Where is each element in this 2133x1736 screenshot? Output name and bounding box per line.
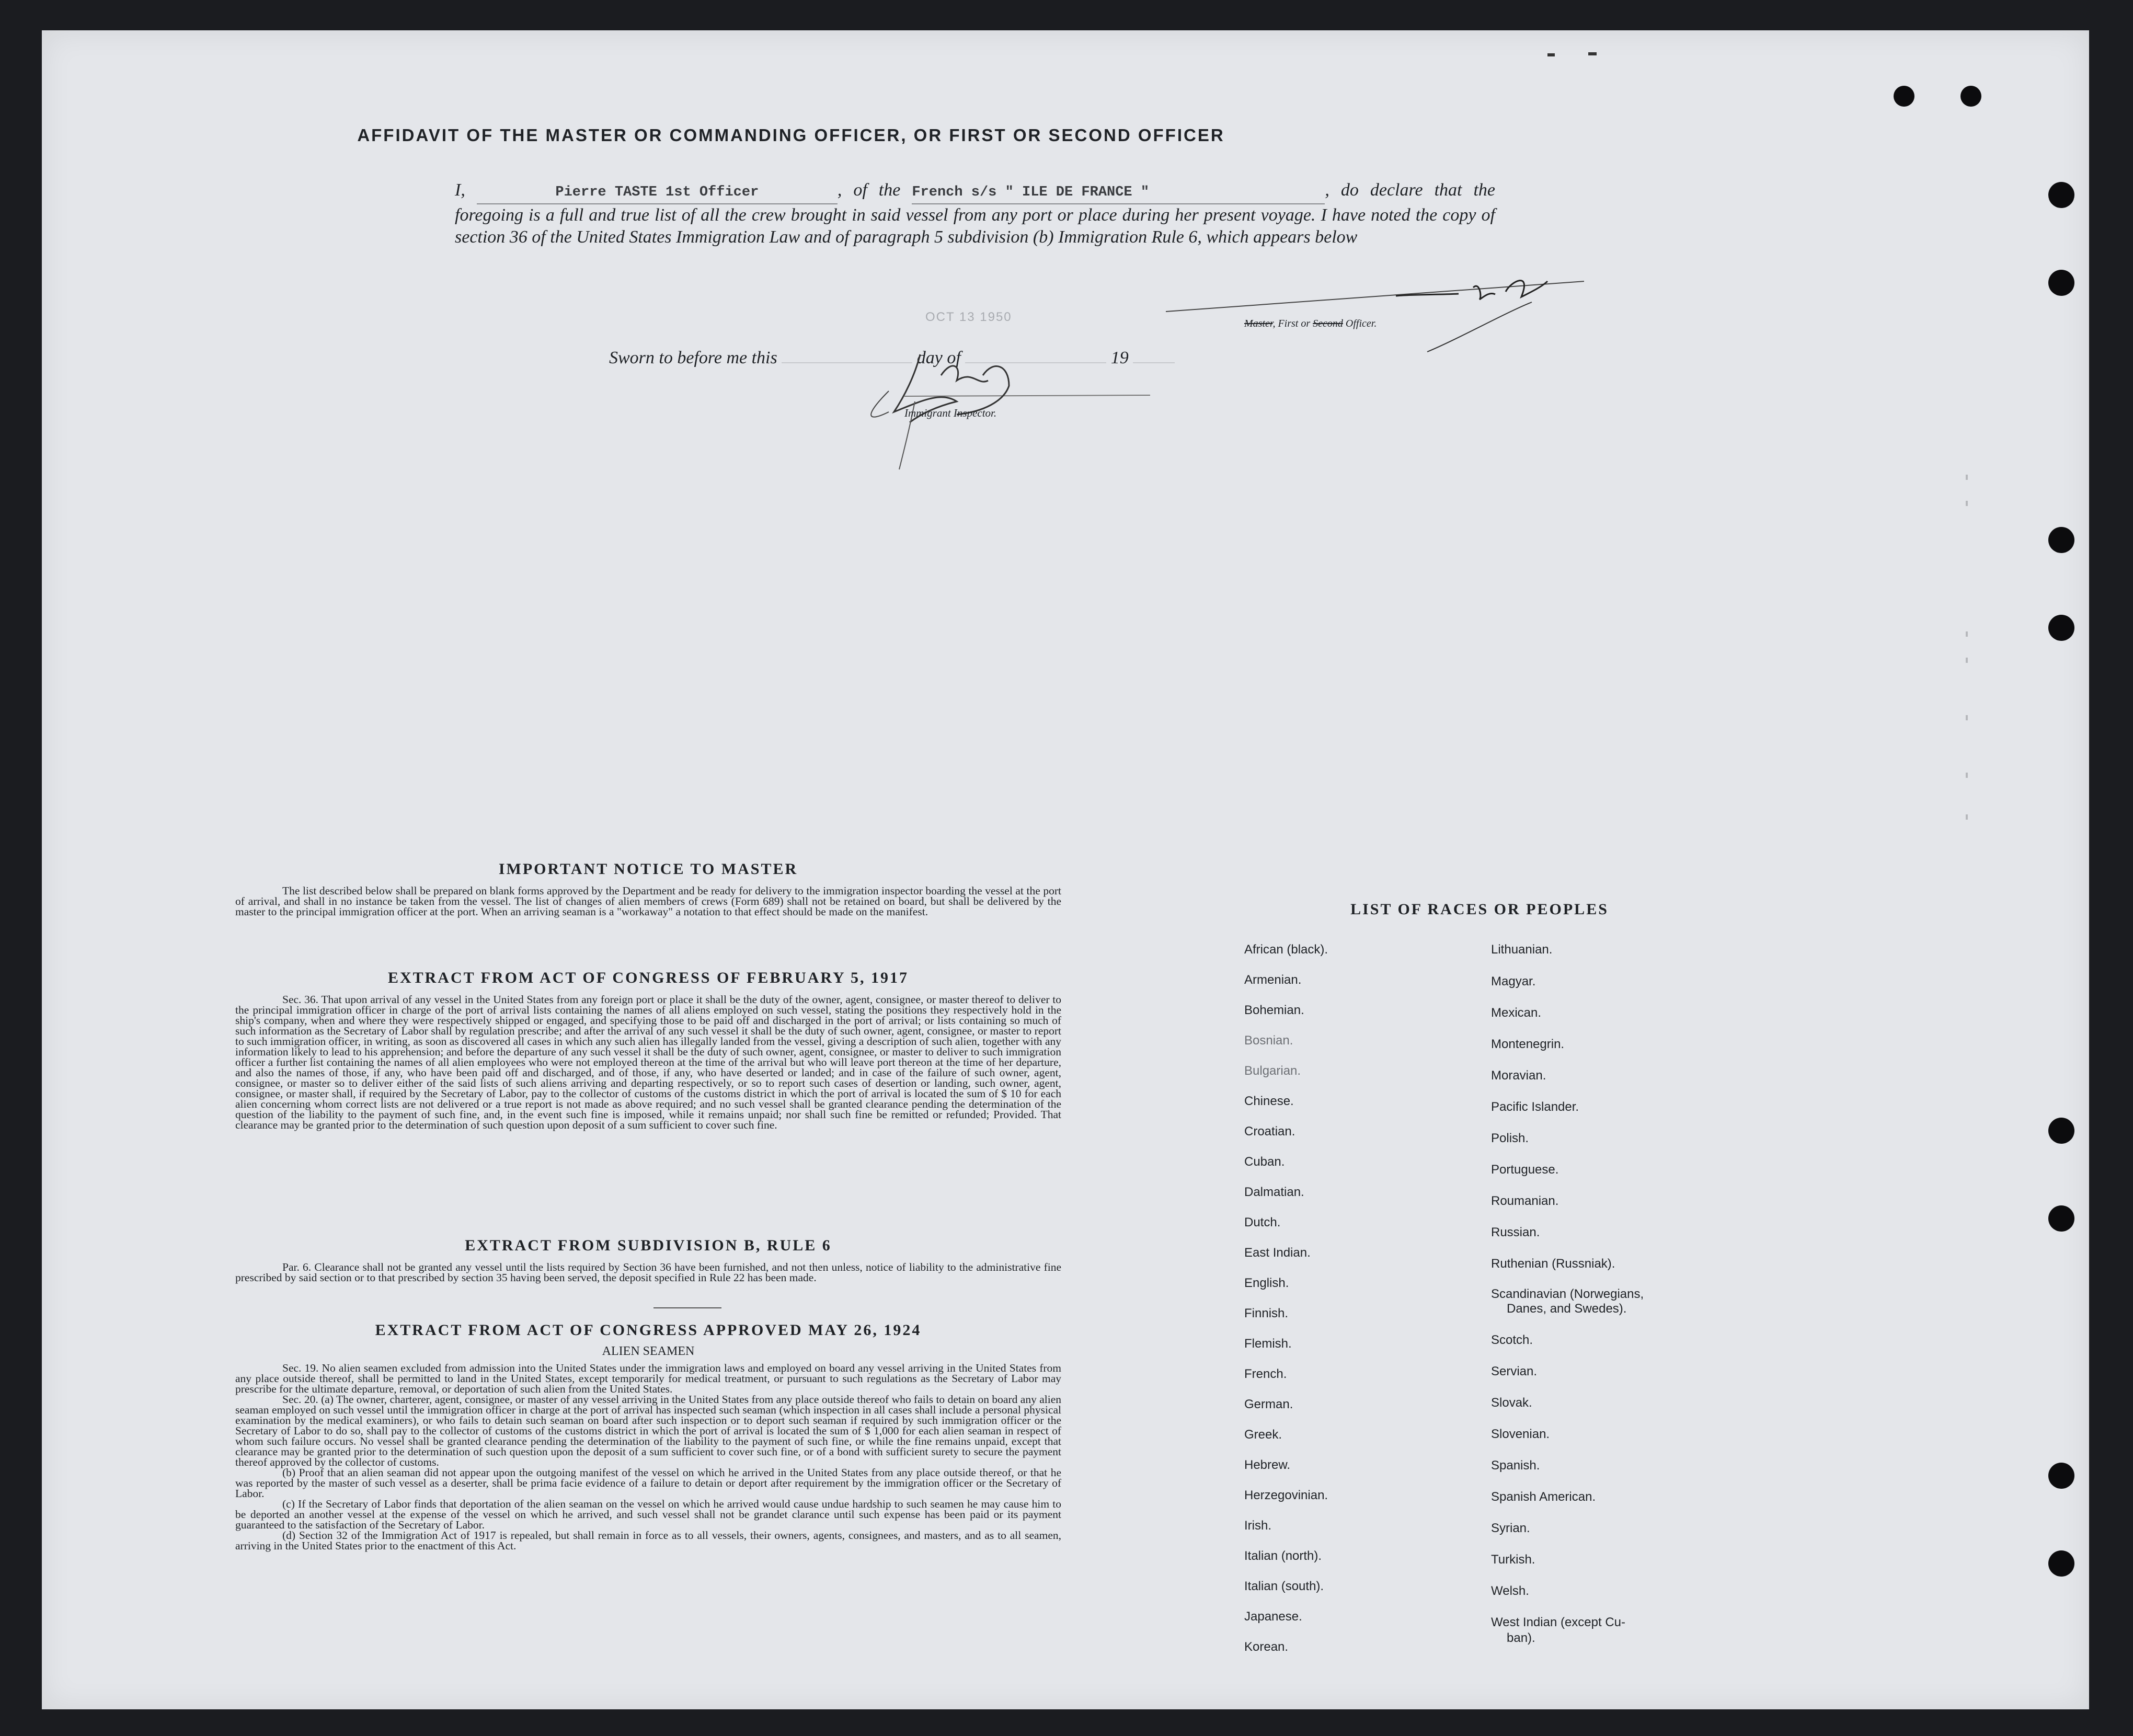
race-item: Syrian. (1491, 1521, 1530, 1535)
do-declare-label: , do declare (1325, 180, 1423, 200)
vessel-name: French s/s " ILE DE FRANCE " (912, 185, 1150, 200)
race-item: Danes, and Swedes). (1507, 1302, 1627, 1316)
sec-19-paragraph: Sec. 19. No alien seamen excluded from admission into the United States under the immigration laws and employed on board any vessel arriving in the United States from any place outside thereof, shall be permitted to land in the United States, except temporarily for medical treatment, or pursuant to such regulations as the Secretary of Labor may prescribe for the ultimate departure, removal, or deportation of such alien from the United States. (235, 1362, 1061, 1395)
scan-mark (1588, 52, 1597, 55)
race-item: Bohemian. (1244, 1003, 1304, 1017)
sec-20d-paragraph: (d) Section 32 of the Immigration Act of 1917 is repealed, but shall remain in force as to all vessels, their owners, agents, consignees, and masters, and as to all seamen, arriving in the United States prior to the enactment of this Act. (235, 1529, 1061, 1552)
race-item: Armenian. (1244, 973, 1302, 987)
notice-title: IMPORTANT NOTICE TO MASTER (498, 860, 798, 878)
punch-hole (2048, 182, 2074, 208)
scan-mark (1547, 53, 1555, 56)
race-item: Finnish. (1244, 1306, 1289, 1320)
extract-1917-title: EXTRACT FROM ACT OF CONGRESS OF FEBRUARY 5, 1917 (387, 969, 909, 986)
race-item: Bulgarian. (1244, 1064, 1301, 1078)
margin-tick (1966, 631, 1968, 637)
race-item: Scandinavian (Norwegians, (1491, 1287, 1644, 1301)
race-item: Mexican. (1491, 1006, 1542, 1020)
rule-6-title: EXTRACT FROM SUBDIVISION B, RULE 6 (465, 1237, 832, 1254)
affidavit-title: AFFIDAVIT OF THE MASTER OR COMMANDING OFFICER, OR FIRST OR SECOND OFFICER (357, 125, 1225, 145)
sworn-label: Sworn to before me this (609, 348, 777, 367)
rule-6-section (235, 1237, 1061, 1283)
race-item: French. (1244, 1367, 1287, 1381)
signer-role (1244, 318, 1377, 330)
document-page (42, 30, 2089, 1709)
sec-20c-paragraph: (c) If the Secretary of Labor finds that deportation of the alien seaman on the vessel on which he arrived would cause undue hardship to such seamen he may cause him to be deported an another vessel at the expense of the vessel on which he arrived, and such vessel shall not be grandet clarance until such expense has been paid or its payment guaranteed to the satisfaction of the Secretary of Labor. (235, 1498, 1061, 1531)
race-item: Montenegrin. (1491, 1037, 1565, 1051)
punch-hole (2048, 1205, 2074, 1232)
race-item: Polish. (1491, 1131, 1529, 1145)
extract-1924-subtitle: ALIEN SEAMEN (602, 1344, 695, 1358)
day-of-label: day of (916, 348, 961, 367)
margin-tick (1966, 814, 1968, 820)
affidavit-declaration (455, 179, 1495, 248)
race-item: West Indian (except Cu- (1491, 1615, 1626, 1629)
race-item: Moravian. (1491, 1068, 1546, 1083)
race-item: Servian. (1491, 1364, 1538, 1378)
margin-tick (1966, 773, 1968, 778)
date-stamp: OCT 13 1950 (925, 310, 1012, 324)
race-item: Turkish. (1491, 1553, 1535, 1567)
race-item: Slovenian. (1491, 1427, 1550, 1441)
race-item: Dutch. (1244, 1215, 1281, 1229)
race-item: Ruthenian (Russniak). (1491, 1257, 1615, 1271)
role-master: Master (1244, 318, 1273, 329)
divider (653, 1307, 721, 1308)
races-title: LIST OF RACES OR PEOPLES (1350, 901, 1609, 918)
margin-tick (1966, 475, 1968, 480)
vessel-field (912, 179, 1325, 204)
race-item: Bosnian. (1244, 1033, 1293, 1048)
extract-1917-section (235, 969, 1061, 1130)
sec-20a-paragraph: Sec. 20. (a) The owner, charterer, agent, consignee, or master of any vessel arriving in the United States from any place outside thereof who fails to detain on board any alien seaman employed on such vessel until the immigration officer in charge at the port of arrival has inspected such seaman (which inspection in all cases shall include a personal physical examination by the medical examiners), or who fails to detain such seaman on board after such inspection or to deport such seaman if required by such immigration officer or the Secretary of Labor to do so, shall pay to the collector of customs of the customs district in which the port of arrival is located the sum of $ 1,000 for each alien seaman in respect of whom such failure occurs. No vessel shall be granted clearance pending the determination of the liability to the payment of such fine, or while the fine remains unpaid, except that clearance may be granted prior to the determination of such question upon the deposit of a sum sufficient to cover such fine, or of a bond with sufficient surety to secure the payment thereof approved by the collector of customs. (235, 1393, 1061, 1468)
race-item: Spanish. (1491, 1458, 1540, 1473)
margin-tick (1966, 501, 1968, 506)
rule-6-text: Par. 6. Clearance shall not be granted any vessel until the lists required by Section 36 have been furnished, and not then unless, notice of liability to the administrative fine prescribed by said section or to that prescribed by section 35 having been served, the deposit specified in Rule 22 has been made. (235, 1261, 1061, 1284)
race-item: East Indian. (1244, 1246, 1311, 1260)
race-item: Portuguese. (1491, 1163, 1559, 1177)
race-item: German. (1244, 1397, 1293, 1411)
race-item: Magyar. (1491, 974, 1536, 988)
year-label: 19 (1110, 348, 1129, 367)
extract-1924-section (235, 1321, 1061, 1551)
affidavit-i-label: I, (455, 180, 465, 200)
punch-hole (2048, 1550, 2074, 1577)
race-item: Herzegovinian. (1244, 1488, 1328, 1502)
punch-hole (1894, 86, 1914, 107)
race-item: Slovak. (1491, 1396, 1532, 1410)
race-item: Welsh. (1491, 1584, 1529, 1598)
race-item: Dalmatian. (1244, 1185, 1304, 1199)
race-item: Scotch. (1491, 1333, 1533, 1347)
race-item: Pacific Islander. (1491, 1100, 1579, 1114)
race-item: English. (1244, 1276, 1289, 1290)
punch-hole (2048, 615, 2074, 641)
race-item: ban). (1507, 1631, 1535, 1645)
race-item: Cuban. (1244, 1155, 1285, 1169)
race-item: Croatian. (1244, 1124, 1295, 1139)
punch-hole (1960, 86, 1981, 107)
race-item: Japanese. (1244, 1609, 1302, 1624)
race-item: Roumanian. (1491, 1194, 1559, 1208)
race-item: Russian. (1491, 1225, 1540, 1239)
race-item: Lithuanian. (1491, 942, 1553, 957)
punch-hole (2048, 1118, 2074, 1144)
race-item: Greek. (1244, 1428, 1282, 1442)
officer-signature (1166, 250, 1584, 354)
officer-name: Pierre TASTE 1st Officer (555, 185, 759, 200)
inspector-signature (784, 323, 1161, 480)
extract-1917-text: Sec. 36. That upon arrival of any vessel in the United States from any foreign port or place it shall be the duty of the owner, agent, consignee, or master thereof to deliver to the principal immigration officer in charge of the port of arrival lists containing the names of all aliens employed on such vessel, stating the positions they respectively hold in the ship's company, when and where they were respectively shipped or engaged, and specifying those to be paid off and discharged in the port of arrival; or lists containing so much of such information as the Secretary of Labor shall by regulation prescribe; and after the arrival of any such vessel it shall be the duty of such owner, agent, consignee, or master to report to such immigration officer, in writing, as soon as discovered all cases in which any such alien has illegally landed from the vessel, giving a description of such alien, together with any information likely to lead to his apprehension; and before the departure of any such vessel it shall be the duty of such owner, agent, consignee, or master to deliver to such immigration officer a further list containing the names of all alien employees who were not employed thereon at the time of the arrival but who will leave port thereon at the time of her departure, and also the names of those, if any, who have been paid off and discharged, and of those, if any, who have deserted or landed; and in case of the failure of such owner, agent, consignee, or master so to deliver either of the said lists of such aliens arriving and departing respectively, or so to report such cases of desertion or landing, such owner, agent, consignee, or master shall, if required by the Secretary of Labor, pay to the collector of customs of the customs district in which the port of arrival is located the sum of $ 10 for each alien concerning whom correct lists are not delivered or a true report is not made as above required; and no such vessel shall be granted clearance pending the determination of the question of the liability to the payment of such fine, and, in the event such fine is imposed, while it remains unpaid; nor shall such fine be remitted or refunded; Provided. That clearance may be granted prior to the determination of such question upon deposit of a sum sufficient to cover such fine. (235, 993, 1061, 1131)
declaration-body: that the foregoing is a full and true list of all the crew brought in said vessel from any port or place during her present voyage. I have noted the copy of section 36 of the United States Immigration Law and of paragraph 5 subdivision (b) Immigration Rule 6, which appears below (455, 180, 1496, 247)
role-officer: Officer. (1343, 318, 1377, 329)
punch-hole (2048, 270, 2074, 296)
margin-tick (1966, 715, 1968, 720)
race-item: African (black). (1244, 942, 1328, 957)
officer-name-field (477, 179, 838, 204)
race-item: Irish. (1244, 1519, 1272, 1533)
margin-tick (1966, 658, 1968, 663)
race-item: Flemish. (1244, 1337, 1292, 1351)
inspector-label: Immigrant Inspector. (904, 407, 997, 419)
race-item: Spanish American. (1491, 1490, 1596, 1504)
race-item: Chinese. (1244, 1094, 1294, 1108)
extract-1924-title: EXTRACT FROM ACT OF CONGRESS APPROVED MAY 26, 1924 (375, 1321, 922, 1339)
race-item: Italian (north). (1244, 1549, 1322, 1563)
punch-hole (2048, 1463, 2074, 1489)
race-item: Italian (south). (1244, 1579, 1324, 1593)
race-item: Korean. (1244, 1640, 1289, 1654)
race-item: Hebrew. (1244, 1458, 1291, 1472)
sec-20b-paragraph: (b) Proof that an alien seaman did not appear upon the outgoing manifest of the vessel on which he arrived in the United States from any place outside thereof, or that he was reported by the master of such vessel as a deserter, shall be prima facie evidence of a failure to detain or deport after requirement by the immigration officer or the Secretary of Labor. (235, 1466, 1061, 1500)
role-second: Second (1313, 318, 1343, 329)
notice-section (235, 860, 1061, 917)
role-first: , First or (1272, 318, 1313, 329)
of-the-label: , of the (837, 180, 901, 200)
notice-text: The list described below shall be prepared on blank forms approved by the Department and be ready for delivery to the immigration inspector boarding the vessel at the port of arrival, and shall in no instance be taken from the vessel. The list of changes of alien members of crews (Form 689) shall not be retained on board, but shall be delivered by the master to the principal immigration officer at the port. When an arriving seaman is a "workaway" a notation to that effect should be made on the manifest. (235, 884, 1061, 918)
punch-hole (2048, 527, 2074, 553)
